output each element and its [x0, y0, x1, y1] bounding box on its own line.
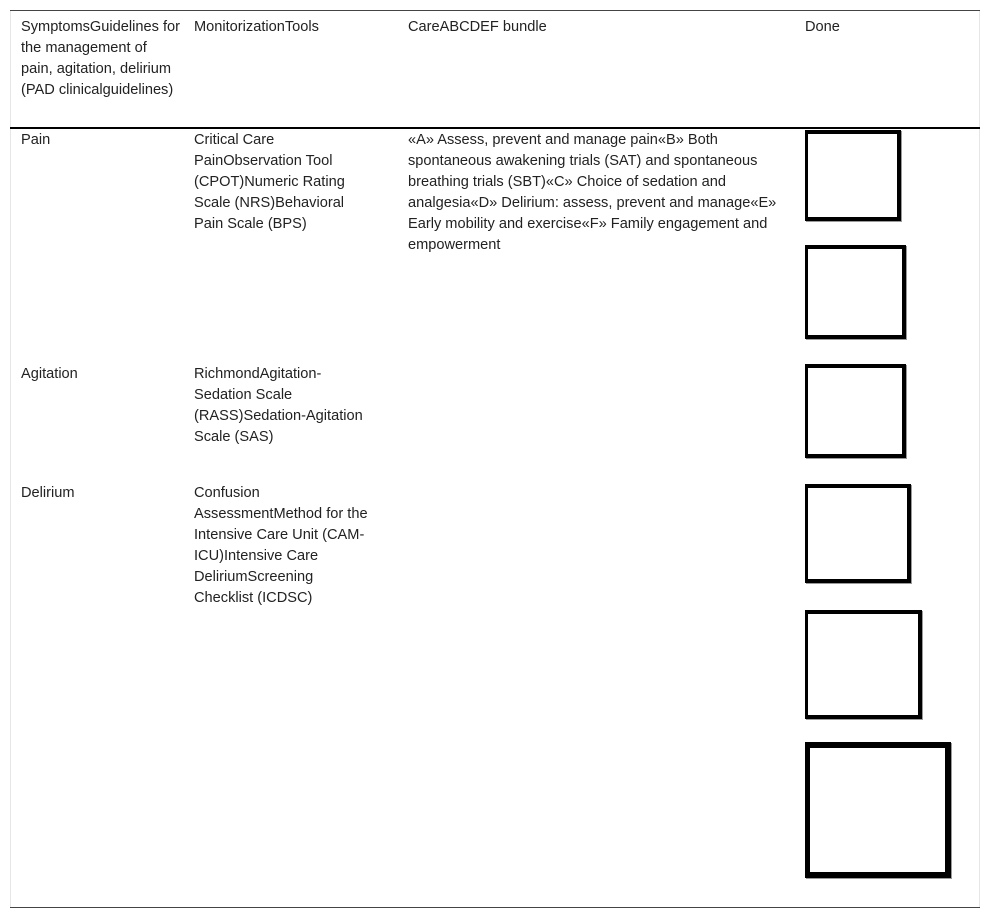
- header-monitorization-tools: MonitorizationTools: [194, 19, 319, 35]
- row-agitation-tools: RichmondAgitation-Sedation Scale (RASS)Sedation-Agitation Scale (SAS): [194, 366, 363, 445]
- header-care-bundle: CareABCDEF bundle: [408, 19, 547, 35]
- header-done: Done: [805, 19, 840, 35]
- row-agitation-symptom: Agitation: [21, 366, 78, 382]
- done-checkbox-4[interactable]: [805, 484, 911, 583]
- table-top-rule: [10, 10, 980, 11]
- row-delirium-symptom: Delirium: [21, 485, 75, 501]
- header-symptoms: SymptomsGuidelines for the management of pain, agitation, delirium (PAD clinicalguidelines): [21, 19, 180, 98]
- row-pain-care: «A» Assess, prevent and manage pain«B» Both spontaneous awakening trials (SAT) and spontaneous breathing trials (SBT)«C» Choice of sedation and analgesia«D» Delirium: assess, prevent and manage«E» Early mobility and exercise«F» Family engagement and empowerment: [408, 132, 777, 253]
- done-checkbox-3[interactable]: [805, 364, 906, 458]
- done-checkbox-1[interactable]: [805, 130, 901, 221]
- row-pain-tools: Critical Care PainObservation Tool (CPOT)Numeric Rating Scale (NRS)Behavioral Pain Scale (BPS): [194, 132, 345, 232]
- done-checkbox-5[interactable]: [805, 610, 922, 719]
- done-checkbox-6[interactable]: [805, 742, 951, 878]
- done-checkbox-2[interactable]: [805, 245, 906, 339]
- row-pain-symptom: Pain: [21, 132, 51, 148]
- table-bottom-rule: [10, 907, 980, 908]
- table-header-rule: [10, 127, 980, 129]
- row-delirium-tools: Confusion AssessmentMethod for the Intensive Care Unit (CAM-ICU)Intensive Care DeliriumScreening Checklist (ICDSC): [194, 485, 368, 606]
